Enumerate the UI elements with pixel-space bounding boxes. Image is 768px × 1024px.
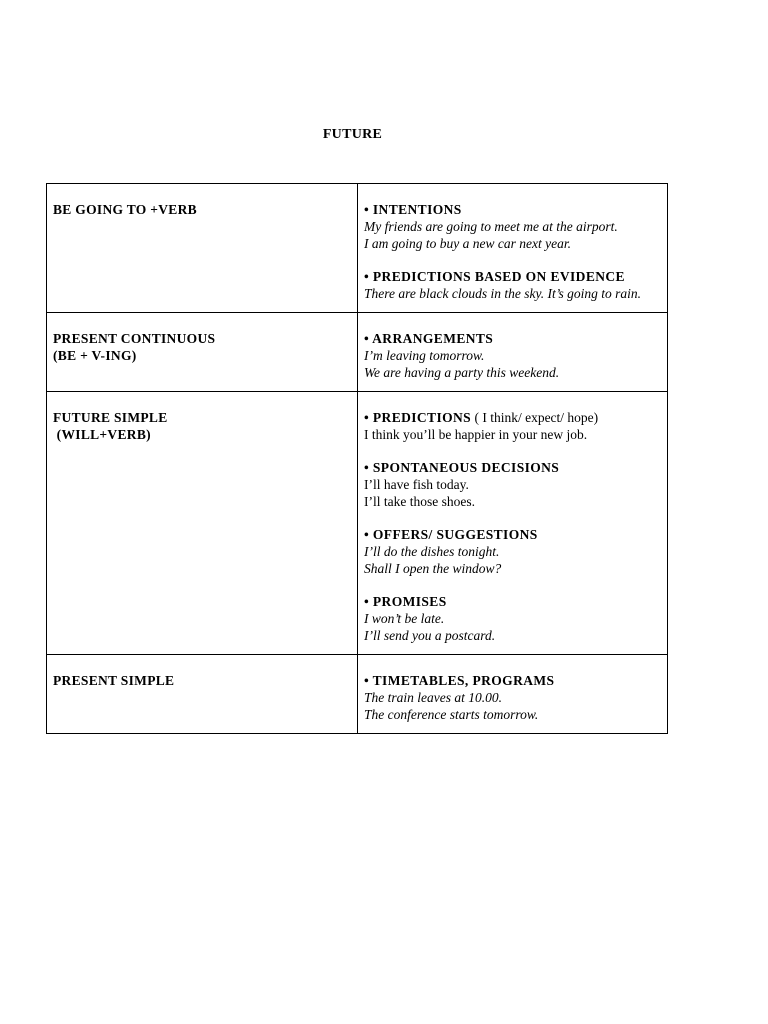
usage-title-text: • PROMISES — [364, 594, 447, 609]
table-row — [47, 392, 668, 655]
usage-block — [364, 526, 661, 577]
table-row — [47, 655, 668, 734]
usage-title-text: • OFFERS/ SUGGESTIONS — [364, 527, 538, 542]
table-row — [47, 313, 668, 392]
usage-title — [364, 409, 661, 426]
form-cell — [47, 392, 358, 655]
usage-cell — [358, 184, 668, 313]
usage-block — [364, 593, 661, 644]
form-label: PRESENT CONTINUOUS — [53, 331, 216, 346]
form-label: FUTURE SIMPLE — [53, 410, 168, 425]
usage-title — [364, 526, 661, 543]
example-sentence: The train leaves at 10.00. — [364, 690, 502, 705]
example-sentence: I won’t be late. — [364, 611, 445, 626]
form-label: PRESENT SIMPLE — [53, 673, 175, 688]
form-cell — [47, 313, 358, 392]
usage-title — [364, 268, 661, 285]
usage-title — [364, 330, 661, 347]
future-tenses-table — [46, 183, 668, 734]
example-sentence: We are having a party this weekend. — [364, 365, 560, 380]
form-cell — [47, 655, 358, 734]
form-cell — [47, 184, 358, 313]
usage-cell — [358, 313, 668, 392]
example-sentence: I am going to buy a new car next year. — [364, 236, 571, 251]
usage-block — [364, 201, 661, 252]
usage-block — [364, 459, 661, 510]
usage-title — [364, 672, 661, 689]
example-sentence: I’ll send you a postcard. — [364, 628, 496, 643]
example-sentence: I’ll have fish today. — [364, 477, 469, 492]
form-label: (WILL+VERB) — [53, 427, 151, 442]
form-label: BE GOING TO +VERB — [53, 202, 197, 217]
usage-cell — [358, 392, 668, 655]
usage-hint: ( I think/ expect/ hope) — [471, 410, 599, 425]
usage-title-text: • ARRANGEMENTS — [364, 331, 494, 346]
example-sentence: The conference starts tomorrow. — [364, 707, 539, 722]
usage-block — [364, 409, 661, 443]
table-body — [47, 184, 668, 734]
usage-title — [364, 459, 661, 476]
usage-title — [364, 201, 661, 218]
example-sentence: I’ll do the dishes tonight. — [364, 544, 500, 559]
usage-title-text: • PREDICTIONS BASED ON EVIDENCE — [364, 269, 625, 284]
usage-block — [364, 672, 661, 723]
usage-title — [364, 593, 661, 610]
usage-block — [364, 330, 661, 381]
usage-title-text: • SPONTANEOUS DECISIONS — [364, 460, 560, 475]
example-sentence: I’ll take those shoes. — [364, 494, 475, 509]
example-sentence: There are black clouds in the sky. It’s going to rain. — [364, 286, 641, 301]
table-row — [47, 184, 668, 313]
example-sentence: Shall I open the window? — [364, 561, 502, 576]
example-sentence: My friends are going to meet me at the airport. — [364, 219, 618, 234]
usage-block — [364, 268, 661, 302]
usage-title-text: • TIMETABLES, PROGRAMS — [364, 673, 555, 688]
example-sentence: I think you’ll be happier in your new job. — [364, 427, 588, 442]
example-sentence: I’m leaving tomorrow. — [364, 348, 485, 363]
usage-title-text: • PREDICTIONS — [364, 410, 472, 425]
usage-cell — [358, 655, 668, 734]
form-label: (BE + V-ING) — [53, 348, 137, 363]
page-title: FUTURE — [322, 127, 383, 142]
usage-title-text: • INTENTIONS — [364, 202, 462, 217]
